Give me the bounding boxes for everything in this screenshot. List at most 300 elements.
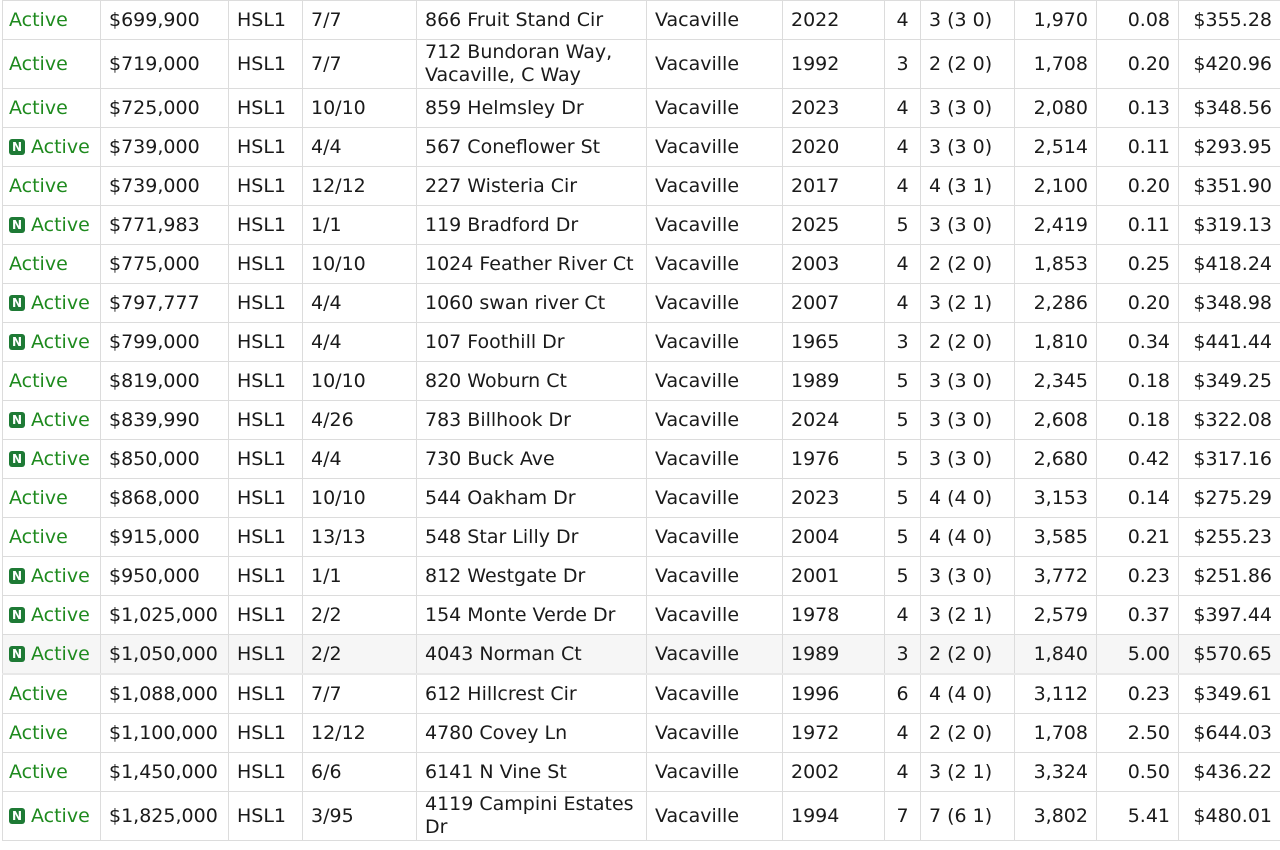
- year-built-cell: 2007: [783, 284, 885, 323]
- city-cell: Vacaville: [647, 440, 783, 479]
- price-cell: $1,088,000: [101, 674, 229, 714]
- property-type-cell: HSL1: [229, 206, 303, 245]
- property-type-cell: HSL1: [229, 753, 303, 792]
- property-type-cell: HSL1: [229, 557, 303, 596]
- table-row[interactable]: [3, 518, 1280, 557]
- year-built-cell: 2017: [783, 167, 885, 206]
- address-link[interactable]: 227 Wisteria Cir: [417, 167, 647, 206]
- address-link[interactable]: 1024 Feather River Ct: [417, 245, 647, 284]
- table-row[interactable]: [3, 362, 1280, 401]
- sqft-cell: 2,579: [1015, 596, 1097, 635]
- table-row[interactable]: [3, 674, 1280, 714]
- lot-acres-cell: 2.50: [1097, 714, 1179, 753]
- price-cell: $950,000: [101, 557, 229, 596]
- price-per-sqft-cell: $349.61: [1179, 674, 1280, 714]
- status-cell: [3, 674, 101, 714]
- sqft-cell: 3,153: [1015, 479, 1097, 518]
- address-link[interactable]: 6141 N Vine St: [417, 753, 647, 792]
- city-cell: Vacaville: [647, 401, 783, 440]
- property-type-cell: HSL1: [229, 440, 303, 479]
- property-type-cell: HSL1: [229, 362, 303, 401]
- lot-acres-cell: 0.13: [1097, 89, 1179, 128]
- status-cell: [3, 323, 101, 362]
- beds-cell: 5: [885, 401, 921, 440]
- property-type-cell: HSL1: [229, 674, 303, 714]
- table-row[interactable]: [3, 596, 1280, 635]
- lot-acres-cell: 0.18: [1097, 362, 1179, 401]
- table-row[interactable]: [3, 128, 1280, 167]
- address-link[interactable]: 730 Buck Ave: [417, 440, 647, 479]
- price-per-sqft-cell: $251.86: [1179, 557, 1280, 596]
- city-cell: Vacaville: [647, 284, 783, 323]
- property-type-cell: HSL1: [229, 167, 303, 206]
- price-cell: $850,000: [101, 440, 229, 479]
- price-per-sqft-cell: $570.65: [1179, 635, 1280, 675]
- year-built-cell: 1965: [783, 323, 885, 362]
- city-cell: Vacaville: [647, 128, 783, 167]
- price-per-sqft-cell: $317.16: [1179, 440, 1280, 479]
- city-cell: Vacaville: [647, 245, 783, 284]
- year-built-cell: 1996: [783, 674, 885, 714]
- sqft-cell: 1,853: [1015, 245, 1097, 284]
- status-label: Active: [31, 448, 90, 470]
- year-built-cell: 2020: [783, 128, 885, 167]
- price-cell: $799,000: [101, 323, 229, 362]
- city-cell: Vacaville: [647, 89, 783, 128]
- days-on-market-cell: 7/7: [303, 40, 417, 89]
- address-link[interactable]: 567 Coneflower St: [417, 128, 647, 167]
- lot-acres-cell: 5.00: [1097, 635, 1179, 675]
- table-row[interactable]: [3, 245, 1280, 284]
- city-cell: Vacaville: [647, 1, 783, 40]
- year-built-cell: 1989: [783, 635, 885, 675]
- days-on-market-cell: 4/4: [303, 284, 417, 323]
- status-label: Active: [31, 805, 90, 827]
- property-type-cell: HSL1: [229, 89, 303, 128]
- table-row[interactable]: [3, 323, 1280, 362]
- city-cell: Vacaville: [647, 40, 783, 89]
- days-on-market-cell: 2/2: [303, 596, 417, 635]
- property-type-cell: HSL1: [229, 1, 303, 40]
- new-listing-icon: N: [9, 334, 25, 350]
- beds-cell: 4: [885, 128, 921, 167]
- baths-cell: 4 (4 0): [921, 518, 1015, 557]
- status-cell: [3, 40, 101, 89]
- price-cell: $1,450,000: [101, 753, 229, 792]
- table-row[interactable]: [3, 40, 1280, 89]
- property-type-cell: HSL1: [229, 792, 303, 841]
- lot-acres-cell: 0.25: [1097, 245, 1179, 284]
- price-per-sqft-cell: $255.23: [1179, 518, 1280, 557]
- baths-cell: 2 (2 0): [921, 635, 1015, 675]
- sqft-cell: 3,112: [1015, 674, 1097, 714]
- status-label: Active: [31, 136, 90, 158]
- sqft-cell: 3,324: [1015, 753, 1097, 792]
- sqft-cell: 2,419: [1015, 206, 1097, 245]
- status-label: Active: [9, 683, 68, 705]
- baths-cell: 4 (4 0): [921, 479, 1015, 518]
- year-built-cell: 2023: [783, 89, 885, 128]
- year-built-cell: 1989: [783, 362, 885, 401]
- beds-cell: 7: [885, 792, 921, 841]
- lot-acres-cell: 0.11: [1097, 128, 1179, 167]
- price-cell: $839,990: [101, 401, 229, 440]
- address-link[interactable]: 4780 Covey Ln: [417, 714, 647, 753]
- address-link[interactable]: 4043 Norman Ct: [417, 635, 647, 675]
- price-per-sqft-cell: $480.01: [1179, 792, 1280, 841]
- address-link[interactable]: 812 Westgate Dr: [417, 557, 647, 596]
- sqft-cell: 1,840: [1015, 635, 1097, 675]
- beds-cell: 5: [885, 206, 921, 245]
- sqft-cell: 1,708: [1015, 714, 1097, 753]
- price-per-sqft-cell: $351.90: [1179, 167, 1280, 206]
- table-row[interactable]: [3, 440, 1280, 479]
- city-cell: Vacaville: [647, 753, 783, 792]
- price-cell: $725,000: [101, 89, 229, 128]
- days-on-market-cell: 10/10: [303, 89, 417, 128]
- year-built-cell: 1972: [783, 714, 885, 753]
- sqft-cell: 1,708: [1015, 40, 1097, 89]
- baths-cell: 3 (2 1): [921, 753, 1015, 792]
- status-cell: [3, 206, 101, 245]
- days-on-market-cell: 1/1: [303, 206, 417, 245]
- price-per-sqft-cell: $293.95: [1179, 128, 1280, 167]
- status-cell: [3, 753, 101, 792]
- status-label: Active: [9, 175, 68, 197]
- lot-acres-cell: 0.37: [1097, 596, 1179, 635]
- city-cell: Vacaville: [647, 635, 783, 675]
- status-label: Active: [9, 253, 68, 275]
- baths-cell: 3 (3 0): [921, 440, 1015, 479]
- baths-cell: 2 (2 0): [921, 40, 1015, 89]
- status-label: Active: [9, 9, 68, 31]
- price-per-sqft-cell: $348.56: [1179, 89, 1280, 128]
- days-on-market-cell: 13/13: [303, 518, 417, 557]
- price-cell: $719,000: [101, 40, 229, 89]
- new-listing-icon: N: [9, 217, 25, 233]
- year-built-cell: 2024: [783, 401, 885, 440]
- property-type-cell: HSL1: [229, 245, 303, 284]
- property-type-cell: HSL1: [229, 596, 303, 635]
- baths-cell: 2 (2 0): [921, 245, 1015, 284]
- address-link[interactable]: 859 Helmsley Dr: [417, 89, 647, 128]
- lot-acres-cell: 0.20: [1097, 284, 1179, 323]
- address-link[interactable]: 712 Bundoran Way, Vacaville, C Way: [417, 40, 647, 89]
- table-row[interactable]: [3, 401, 1280, 440]
- sqft-cell: 2,514: [1015, 128, 1097, 167]
- status-cell: [3, 167, 101, 206]
- beds-cell: 6: [885, 674, 921, 714]
- sqft-cell: 2,608: [1015, 401, 1097, 440]
- listings-body: [3, 1, 1280, 841]
- address-link[interactable]: 1060 swan river Ct: [417, 284, 647, 323]
- city-cell: Vacaville: [647, 362, 783, 401]
- sqft-cell: 3,802: [1015, 792, 1097, 841]
- property-type-cell: HSL1: [229, 128, 303, 167]
- address-link[interactable]: 820 Woburn Ct: [417, 362, 647, 401]
- city-cell: Vacaville: [647, 792, 783, 841]
- status-cell: [3, 128, 101, 167]
- days-on-market-cell: 1/1: [303, 557, 417, 596]
- table-row[interactable]: [3, 1, 1280, 40]
- baths-cell: 2 (2 0): [921, 323, 1015, 362]
- status-label: Active: [31, 292, 90, 314]
- status-cell: [3, 1, 101, 40]
- table-row[interactable]: [3, 635, 1280, 675]
- new-listing-icon: N: [9, 139, 25, 155]
- city-cell: Vacaville: [647, 596, 783, 635]
- table-row[interactable]: [3, 753, 1280, 792]
- days-on-market-cell: 7/7: [303, 674, 417, 714]
- status-cell: [3, 401, 101, 440]
- baths-cell: 4 (3 1): [921, 167, 1015, 206]
- year-built-cell: 2002: [783, 753, 885, 792]
- property-type-cell: HSL1: [229, 479, 303, 518]
- new-listing-icon: N: [9, 808, 25, 824]
- address-link[interactable]: 119 Bradford Dr: [417, 206, 647, 245]
- sqft-cell: 1,970: [1015, 1, 1097, 40]
- beds-cell: 4: [885, 284, 921, 323]
- price-per-sqft-cell: $275.29: [1179, 479, 1280, 518]
- baths-cell: 3 (2 1): [921, 596, 1015, 635]
- lot-acres-cell: 0.21: [1097, 518, 1179, 557]
- price-per-sqft-cell: $348.98: [1179, 284, 1280, 323]
- price-cell: $699,900: [101, 1, 229, 40]
- beds-cell: 4: [885, 1, 921, 40]
- beds-cell: 4: [885, 753, 921, 792]
- lot-acres-cell: 0.20: [1097, 167, 1179, 206]
- city-cell: Vacaville: [647, 167, 783, 206]
- status-label: Active: [31, 331, 90, 353]
- price-cell: $819,000: [101, 362, 229, 401]
- status-label: Active: [31, 409, 90, 431]
- status-cell: [3, 89, 101, 128]
- status-label: Active: [31, 214, 90, 236]
- table-row[interactable]: [3, 89, 1280, 128]
- lot-acres-cell: 0.14: [1097, 479, 1179, 518]
- days-on-market-cell: 2/2: [303, 635, 417, 675]
- status-cell: [3, 245, 101, 284]
- baths-cell: 3 (3 0): [921, 89, 1015, 128]
- beds-cell: 4: [885, 167, 921, 206]
- city-cell: Vacaville: [647, 479, 783, 518]
- baths-cell: 2 (2 0): [921, 714, 1015, 753]
- price-per-sqft-cell: $397.44: [1179, 596, 1280, 635]
- sqft-cell: 3,772: [1015, 557, 1097, 596]
- status-label: Active: [9, 526, 68, 548]
- lot-acres-cell: 0.23: [1097, 674, 1179, 714]
- sqft-cell: 2,680: [1015, 440, 1097, 479]
- status-label: Active: [31, 565, 90, 587]
- baths-cell: 3 (3 0): [921, 401, 1015, 440]
- property-type-cell: HSL1: [229, 401, 303, 440]
- days-on-market-cell: 4/4: [303, 128, 417, 167]
- days-on-market-cell: 10/10: [303, 362, 417, 401]
- baths-cell: 3 (3 0): [921, 1, 1015, 40]
- year-built-cell: 1976: [783, 440, 885, 479]
- days-on-market-cell: 6/6: [303, 753, 417, 792]
- property-type-cell: HSL1: [229, 635, 303, 675]
- new-listing-icon: N: [9, 607, 25, 623]
- property-type-cell: HSL1: [229, 518, 303, 557]
- baths-cell: 3 (3 0): [921, 362, 1015, 401]
- status-label: Active: [9, 722, 68, 744]
- price-per-sqft-cell: $322.08: [1179, 401, 1280, 440]
- status-cell: [3, 284, 101, 323]
- address-link[interactable]: 866 Fruit Stand Cir: [417, 1, 647, 40]
- property-type-cell: HSL1: [229, 40, 303, 89]
- city-cell: Vacaville: [647, 323, 783, 362]
- sqft-cell: 2,100: [1015, 167, 1097, 206]
- beds-cell: 4: [885, 89, 921, 128]
- table-row[interactable]: [3, 557, 1280, 596]
- beds-cell: 5: [885, 479, 921, 518]
- address-link[interactable]: 154 Monte Verde Dr: [417, 596, 647, 635]
- table-row[interactable]: [3, 714, 1280, 753]
- price-cell: $771,983: [101, 206, 229, 245]
- new-listing-icon: N: [9, 412, 25, 428]
- table-row[interactable]: [3, 479, 1280, 518]
- price-per-sqft-cell: $319.13: [1179, 206, 1280, 245]
- year-built-cell: 2003: [783, 245, 885, 284]
- beds-cell: 5: [885, 440, 921, 479]
- sqft-cell: 1,810: [1015, 323, 1097, 362]
- beds-cell: 5: [885, 362, 921, 401]
- status-cell: [3, 479, 101, 518]
- city-cell: Vacaville: [647, 518, 783, 557]
- address-link[interactable]: 783 Billhook Dr: [417, 401, 647, 440]
- year-built-cell: 1994: [783, 792, 885, 841]
- address-link[interactable]: 612 Hillcrest Cir: [417, 674, 647, 714]
- property-type-cell: HSL1: [229, 284, 303, 323]
- baths-cell: 3 (2 1): [921, 284, 1015, 323]
- beds-cell: 4: [885, 245, 921, 284]
- lot-acres-cell: 0.11: [1097, 206, 1179, 245]
- sqft-cell: 2,080: [1015, 89, 1097, 128]
- year-built-cell: 2022: [783, 1, 885, 40]
- days-on-market-cell: 12/12: [303, 714, 417, 753]
- days-on-market-cell: 12/12: [303, 167, 417, 206]
- status-label: Active: [9, 97, 68, 119]
- lot-acres-cell: 0.23: [1097, 557, 1179, 596]
- status-label: Active: [9, 487, 68, 509]
- lot-acres-cell: 0.34: [1097, 323, 1179, 362]
- new-listing-icon: N: [9, 295, 25, 311]
- new-listing-icon: N: [9, 568, 25, 584]
- lot-acres-cell: 0.50: [1097, 753, 1179, 792]
- year-built-cell: 2023: [783, 479, 885, 518]
- table-row[interactable]: [3, 284, 1280, 323]
- property-type-cell: HSL1: [229, 323, 303, 362]
- baths-cell: 3 (3 0): [921, 557, 1015, 596]
- city-cell: Vacaville: [647, 557, 783, 596]
- status-cell: [3, 440, 101, 479]
- sqft-cell: 2,286: [1015, 284, 1097, 323]
- price-cell: $775,000: [101, 245, 229, 284]
- city-cell: Vacaville: [647, 206, 783, 245]
- status-cell: [3, 714, 101, 753]
- status-label: Active: [9, 53, 68, 75]
- beds-cell: 3: [885, 635, 921, 675]
- status-label: Active: [9, 761, 68, 783]
- new-listing-icon: N: [9, 646, 25, 662]
- price-cell: $739,000: [101, 128, 229, 167]
- price-cell: $1,100,000: [101, 714, 229, 753]
- table-row[interactable]: [3, 167, 1280, 206]
- days-on-market-cell: 4/26: [303, 401, 417, 440]
- lot-acres-cell: 5.41: [1097, 792, 1179, 841]
- address-link[interactable]: 107 Foothill Dr: [417, 323, 647, 362]
- baths-cell: 3 (3 0): [921, 206, 1015, 245]
- listings-table: [2, 0, 1280, 841]
- days-on-market-cell: 4/4: [303, 440, 417, 479]
- status-label: Active: [31, 643, 90, 665]
- price-cell: $868,000: [101, 479, 229, 518]
- price-per-sqft-cell: $436.22: [1179, 753, 1280, 792]
- sqft-cell: 3,585: [1015, 518, 1097, 557]
- price-cell: $1,025,000: [101, 596, 229, 635]
- days-on-market-cell: 4/4: [303, 323, 417, 362]
- year-built-cell: 2001: [783, 557, 885, 596]
- lot-acres-cell: 0.20: [1097, 40, 1179, 89]
- price-per-sqft-cell: $349.25: [1179, 362, 1280, 401]
- price-cell: $739,000: [101, 167, 229, 206]
- baths-cell: 7 (6 1): [921, 792, 1015, 841]
- status-cell: [3, 518, 101, 557]
- beds-cell: 3: [885, 323, 921, 362]
- table-row[interactable]: [3, 206, 1280, 245]
- price-per-sqft-cell: $420.96: [1179, 40, 1280, 89]
- sqft-cell: 2,345: [1015, 362, 1097, 401]
- price-cell: $1,825,000: [101, 792, 229, 841]
- table-row[interactable]: [3, 792, 1280, 841]
- status-cell: [3, 635, 101, 675]
- days-on-market-cell: 10/10: [303, 245, 417, 284]
- days-on-market-cell: 7/7: [303, 1, 417, 40]
- property-type-cell: HSL1: [229, 714, 303, 753]
- status-cell: [3, 362, 101, 401]
- status-cell: [3, 557, 101, 596]
- beds-cell: 4: [885, 596, 921, 635]
- lot-acres-cell: 0.42: [1097, 440, 1179, 479]
- year-built-cell: 2004: [783, 518, 885, 557]
- status-label: Active: [31, 604, 90, 626]
- price-per-sqft-cell: $355.28: [1179, 1, 1280, 40]
- price-per-sqft-cell: $441.44: [1179, 323, 1280, 362]
- year-built-cell: 1978: [783, 596, 885, 635]
- beds-cell: 4: [885, 714, 921, 753]
- city-cell: Vacaville: [647, 674, 783, 714]
- days-on-market-cell: 3/95: [303, 792, 417, 841]
- beds-cell: 3: [885, 40, 921, 89]
- new-listing-icon: N: [9, 451, 25, 467]
- year-built-cell: 1992: [783, 40, 885, 89]
- status-cell: [3, 596, 101, 635]
- address-link[interactable]: 544 Oakham Dr: [417, 479, 647, 518]
- days-on-market-cell: 10/10: [303, 479, 417, 518]
- year-built-cell: 2025: [783, 206, 885, 245]
- price-cell: $915,000: [101, 518, 229, 557]
- baths-cell: 4 (4 0): [921, 674, 1015, 714]
- lot-acres-cell: 0.18: [1097, 401, 1179, 440]
- price-per-sqft-cell: $644.03: [1179, 714, 1280, 753]
- price-cell: $1,050,000: [101, 635, 229, 675]
- price-per-sqft-cell: $418.24: [1179, 245, 1280, 284]
- beds-cell: 5: [885, 518, 921, 557]
- status-cell: [3, 792, 101, 841]
- address-link[interactable]: 548 Star Lilly Dr: [417, 518, 647, 557]
- address-link[interactable]: 4119 Campini Estates Dr: [417, 792, 647, 841]
